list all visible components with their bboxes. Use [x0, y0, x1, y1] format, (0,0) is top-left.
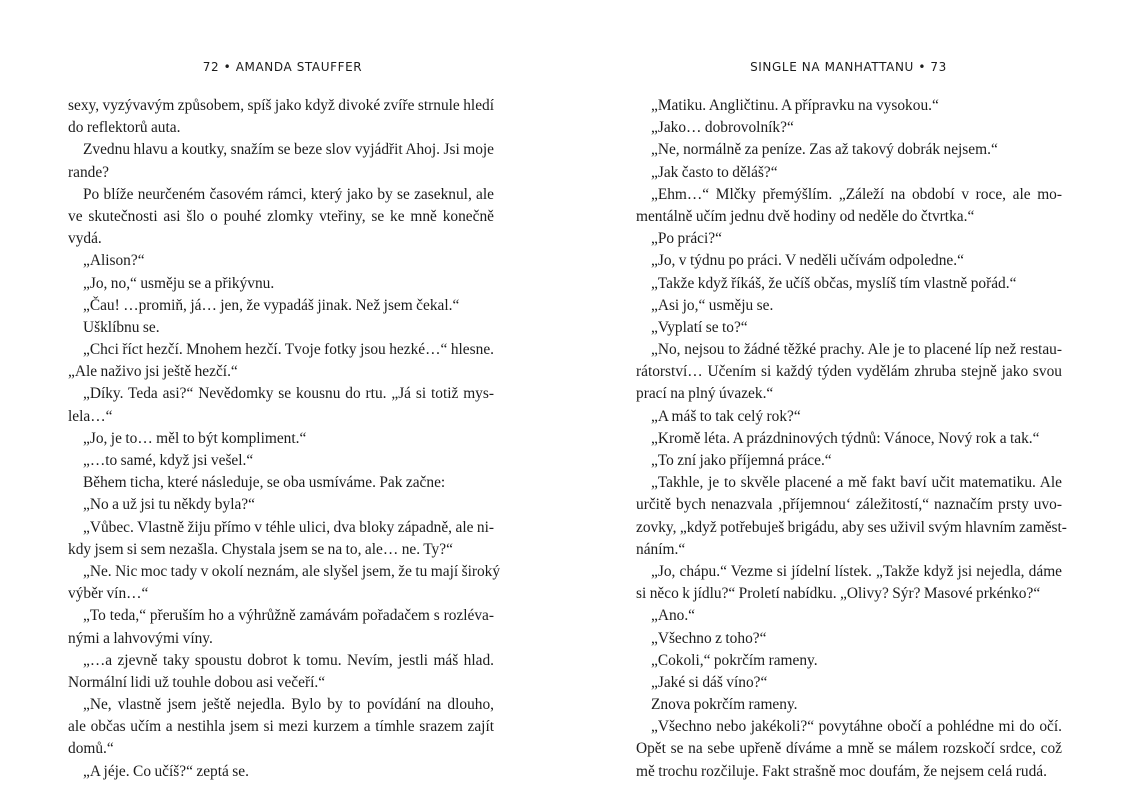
text-line: „Ne, vlastně jsem ještě nejedla. Bylo by to povídání na dlouho,: [83, 696, 494, 714]
left-page: [0, 0, 565, 800]
right-page-header: SINGLE NA MANHATTANU • 73: [750, 60, 947, 74]
text-line: „No a už jsi tu někdy byla?“: [83, 496, 255, 514]
text-line: „Ano.“: [651, 607, 696, 625]
text-line: Opět se na sebe upřeně díváme a mně se málem rozskočí srdce, což: [636, 740, 1062, 758]
text-line: „Čau! …promiň, já… jen, že vypadáš jinak. Než jsem čekal.“: [83, 296, 460, 314]
text-line: Po blíže neurčeném časovém rámci, který jako by se zaseknul, ale: [83, 185, 494, 203]
text-line: „Asi jo,“ usměju se.: [651, 296, 774, 314]
text-line: „Všechno nebo jakékoli?“ povytáhne obočí a pohlédne mi do očí.: [651, 718, 1062, 736]
text-line: „Ne, normálně za peníze. Zas až takový dobrák nejsem.“: [651, 141, 998, 159]
text-line: lela…“: [68, 407, 113, 425]
text-line: výběr vín…“: [68, 585, 149, 603]
text-line: vydá.: [68, 230, 102, 248]
text-line: prací na plný úvazek.“: [636, 385, 774, 403]
text-line: „…a zjevně taky spoustu dobrot k tomu. Nevím, jestli máš hlad.: [83, 651, 494, 669]
text-line: „Jo, no,“ usměju se a přikývnu.: [83, 274, 275, 292]
text-line: Normální lidi už touhle dobou asi večeří.“: [68, 673, 326, 691]
right-page-body: [636, 95, 1067, 783]
text-line: „A máš to tak celý rok?“: [651, 407, 801, 425]
text-line: „Matiku. Angličtinu. A přípravku na vysokou.“: [651, 97, 939, 114]
text-line: Během ticha, které následuje, se oba usmíváme. Pak začne:: [83, 474, 446, 492]
text-line: náním.“: [636, 540, 686, 558]
text-line: ale občas učím a nestihla jsem si mezi kurzem a tímhle srazem zajít: [68, 718, 494, 736]
text-line: „Takhle, je to skvěle placené a mě fakt baví učit matematiku. Ale: [651, 474, 1062, 492]
text-line: „Cokoli,“ pokrčím rameny.: [651, 651, 818, 669]
text-line: „Chci říct hezčí. Mnohem hezčí. Tvoje fotky jsou hezké…“ hlesne.: [83, 341, 494, 359]
text-line: „Ale naživo jsi ještě hezčí.“: [68, 363, 238, 381]
text-line: „Všechno z toho?“: [651, 629, 767, 647]
text-line: „To teda,“ přeruším ho a výhrůžně zamávám pořadačem s rozléva-: [83, 607, 494, 625]
text-line: domů.“: [68, 740, 114, 758]
left-page-header: 72 • AMANDA STAUFFER: [202, 60, 363, 74]
text-line: „Ne. Nic moc tady v okolí neznám, ale slyšel jsem, že tu mají široký: [83, 562, 501, 580]
text-line: „Jaké si dáš víno?“: [651, 673, 768, 691]
text-line: ve skutečnosti asi šlo o pouhé zlomky vteřiny, se ke mně konečně: [68, 207, 494, 225]
text-line: „Ehm…“ Mlčky přemýšlím. „Záleží na období v roce, ale mo-: [651, 185, 1062, 203]
text-line: rátorství… Učením si každý týden vydělám zhruba stejně jako svou: [636, 363, 1062, 381]
text-line: Zvednu hlavu a koutky, snažím se beze slov vyjádřit Ahoj. Jsi moje: [83, 141, 494, 159]
text-line: rande?: [68, 163, 110, 181]
text-line: sexy, vyzývavým způsobem, spíš jako když divoké zvíře strnule hledí: [68, 97, 494, 114]
text-line: „Alison?“: [83, 252, 145, 270]
text-line: „Jak často to děláš?“: [651, 163, 778, 181]
text-line: „No, nejsou to žádné těžké prachy. Ale je to placené líp než restau-: [651, 341, 1062, 359]
text-line: si něco k jídlu?“ Proletí nabídku. „Olivy? Sýr? Masové prkénko?“: [636, 585, 1041, 603]
text-line: „…to samé, když jsi vešel.“: [83, 452, 254, 469]
text-line: do reflektorů auta.: [68, 119, 181, 137]
text-line: zovky, „když potřebuješ brigádu, aby ses uživil svým hlavním zaměst-: [636, 518, 1067, 536]
text-line: Ušklíbnu se.: [83, 318, 160, 336]
text-line: Znova pokrčím rameny.: [651, 696, 798, 714]
text-line: „Vůbec. Vlastně žiju přímo v téhle ulici, dva bloky západně, ale ni-: [83, 518, 494, 536]
text-line: „A jéje. Co učíš?“ zeptá se.: [83, 762, 249, 780]
right-page: [566, 0, 1131, 800]
text-line: „Po práci?“: [651, 230, 722, 248]
text-line: kdy jsem si sem nezašla. Chystala jsem se na to, ale… ne. Ty?“: [68, 540, 453, 558]
text-line: „Kromě léta. A prázdninových týdnů: Vánoce, Nový rok a tak.“: [651, 429, 1040, 447]
text-line: „Vyplatí se to?“: [651, 318, 748, 336]
text-line: mě trochu rozčiluje. Fakt strašně moc doufám, že nejsem celá rudá.: [636, 762, 1047, 780]
text-line: určitě bych nenazvala ‚příjemnou‘ záležitostí,“ naznačím prsty uvo-: [636, 496, 1062, 514]
text-line: „Takže když říkáš, že učíš občas, myslíš tím vlastně pořád.“: [651, 274, 1017, 292]
text-line: „Díky. Teda asi?“ Nevědomky se kousnu do rtu. „Já si totiž mys-: [83, 385, 494, 403]
text-line: „To zní jako příjemná práce.“: [651, 452, 832, 469]
left-page-body: [68, 95, 501, 783]
text-line: „Jako… dobrovolník?“: [651, 119, 794, 137]
text-line: mentálně učím jednu dvě hodiny od neděle do čtvrtka.“: [636, 207, 975, 225]
text-line: nými a lahvovými víny.: [68, 629, 213, 647]
text-line: „Jo, je to… měl to být kompliment.“: [83, 429, 307, 447]
text-line: „Jo, v týdnu po práci. V neděli učívám odpoledne.“: [651, 252, 964, 270]
text-line: „Jo, chápu.“ Vezme si jídelní lístek. „Takže když jsi nejedla, dáme: [651, 562, 1062, 580]
